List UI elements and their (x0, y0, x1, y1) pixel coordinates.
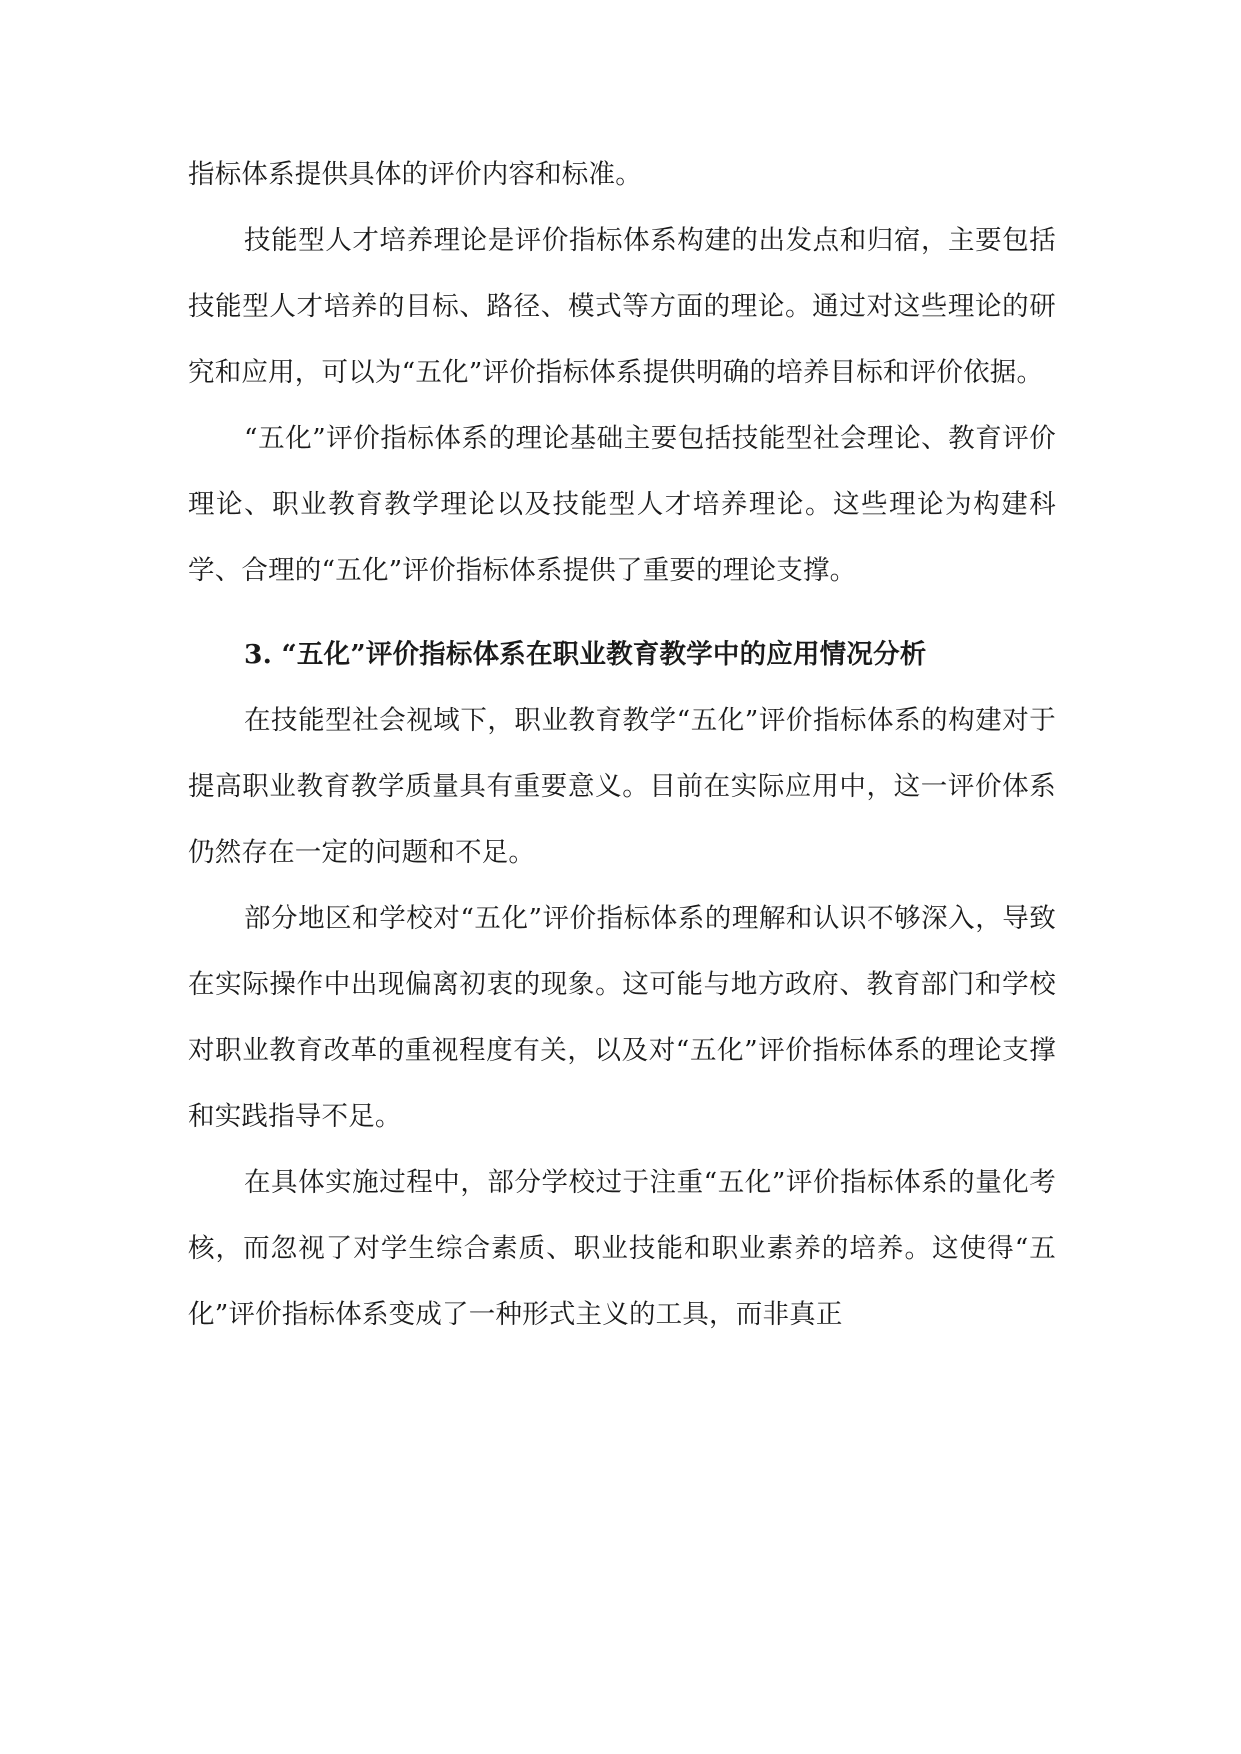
paragraph-talent-theory: 技能型人才培养理论是评价指标体系构建的出发点和归宿，主要包括技能型人才培养的目标、路径、模式等方面的理论。通过对这些理论的研究和应用，可以为“五化”评价指标体系提供明确的培养目标和评价依据。 (188, 225, 1056, 388)
paragraph-application-intro: 在技能型社会视域下，职业教育教学“五化”评价指标体系的构建对于提高职业教育教学质量具有重要意义。目前在实际应用中，这一评价体系仍然存在一定的问题和不足。 (188, 705, 1056, 868)
section-heading: 3. “五化”评价指标体系在职业教育教学中的应用情况分析 (244, 639, 927, 670)
paragraph-theory-summary: “五化”评价指标体系的理论基础主要包括技能型社会理论、教育评价理论、职业教育教学理论以及技能型人才培养理论。这些理论为构建科学、合理的“五化”评价指标体系提供了重要的理论支撑。 (188, 423, 1056, 586)
paragraph-continued: 指标体系提供具体的评价内容和标准。 (188, 159, 642, 190)
paragraph-implementation-issue: 在具体实施过程中，部分学校过于注重“五化”评价指标体系的量化考核，而忽视了对学生综合素质、职业技能和职业素养的培养。这使得“五化”评价指标体系变成了一种形式主义的工具，而非真正 (188, 1167, 1056, 1330)
paragraph-understanding-issue: 部分地区和学校对“五化”评价指标体系的理解和认识不够深入，导致在实际操作中出现偏离初衷的现象。这可能与地方政府、教育部门和学校对职业教育改革的重视程度有关，以及对“五化”评价指标体系的理论支撑和实践指导不足。 (188, 903, 1056, 1132)
document-body (188, 142, 1056, 1348)
